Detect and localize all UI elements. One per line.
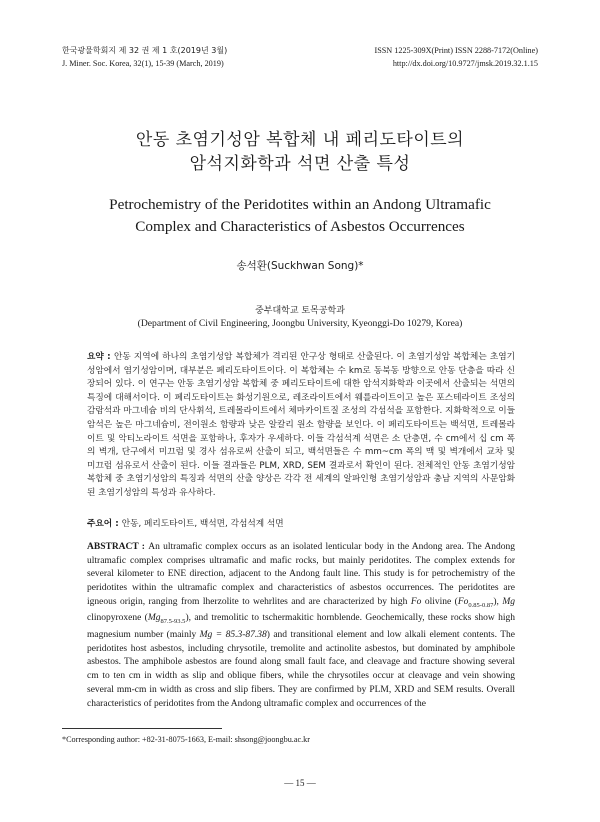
abstract-text-part: ), and tremolitic to tschermakitic hornblende. Geochemically, these rocks show high magnesium number (mainly bbox=[87, 613, 515, 640]
italic-term: Mg bbox=[502, 596, 515, 607]
journal-header-right bbox=[374, 44, 538, 70]
subscript-range: 87.5-93.5 bbox=[160, 618, 186, 626]
keywords-text: 안동, 페리도타이트, 백석면, 각섬석계 석면 bbox=[121, 519, 284, 529]
italic-term: Mg bbox=[147, 613, 161, 624]
abstract-text-part: olivine ( bbox=[421, 596, 458, 607]
subscript-range: 0.85-0.87 bbox=[468, 601, 494, 609]
abstract-text-part: ) and transitional element and low alkali element contents. The peridotites host asbestos, including chrysotile, tremolite and actinolite asbestos, but dominated by amphibole asbestos. The amphibole asbestos are found along small fault face, and cleavage and fracture showing several cm to ten cm in width as slip and oblique fibers, while the chrysotiles occur at cleavage and vein showing several mm-cm in width as cross and slip fibers. They are confirmed by PLM, XRD and SEM results. Overall characteristics of peridotites from the Andong ultramafic complex and occurrences of the bbox=[87, 630, 515, 709]
title-english-line1: Petrochemistry of the Peridotites within an Andong Ultramafic bbox=[109, 196, 491, 213]
abstract-korean-text: 안동 지역에 하나의 초염기성암 복합체가 격리된 안구상 형태로 산출된다. 이 초염기성암 복합체는 초염기성암에서 염기성암이며, 대부분은 페리도타이트이다. 이 복합체는 수 km로 동북동 방향으로 안동 단층을 따라 신장되어 있다. 이 연구는 안동 초염기성암 복합체 중 페리도타이트에 대한 암석지화학과 이곳에서 산출되는 석면의 특징에 대해서이다. 이 페리도타이트는 화성기원으로, 레조라이트에서 웨를라이트이고 높은 포스테라이트 조성의 감람석과 마그네슘 비의 단사휘석, 트레몰라이트에서 체마카이트질 조성의 각섬석을 포함한다. 지화학적으로 이들 암석은 높은 마그네슘비, 전이원소 함량과 낮은 알칼리 원소 함량을 보인다. 이 페리도타이트는 백석면, 트레몰라이트 및 악티노라이트 석면을 포함하나, 후자가 우세하다. 이들 각섬석계 석면은 소 단층면, 수 cm에서 십 cm 폭의 벽개, 단구에서 미끄럼 및 경사 섬유로써 산출이 되고, 백석면들은 수 mm~cm 폭의 맥 및 벽개에서 교차 및 미끄럼 섬유로서 산출이 된다. 이들 결과들은 PLM, XRD, SEM 결과로서 확인이 된다. 전체적인 안동 초염기성암 복합체 중 초염기성암의 특징과 석면의 산출 양상은 각각 전 세계의 알파인형 초염기성암과 충남 지역의 사문암화된 초염기성암의 특성과 유사하다. bbox=[87, 352, 515, 498]
affiliation-korean: 중부대학교 토목공학과 bbox=[255, 306, 345, 316]
keywords-label: 주요어 : bbox=[87, 519, 122, 529]
italic-term: = bbox=[212, 630, 226, 640]
title-korean-line2: 암석지화학과 석면 산출 특성 bbox=[189, 154, 411, 174]
title-korean bbox=[0, 128, 600, 176]
footnote-divider bbox=[62, 728, 222, 729]
abstract-english bbox=[87, 541, 515, 711]
abstract-text-part: clinopyroxene ( bbox=[87, 613, 148, 624]
journal-header-left bbox=[62, 44, 227, 70]
issn-line: ISSN 1225-309X(Print) ISSN 2288-7172(Online) bbox=[374, 46, 538, 55]
affiliation-english: (Department of Civil Engineering, Joongbu University, Kyeonggi-Do 10279, Korea) bbox=[137, 318, 463, 329]
title-english bbox=[0, 194, 600, 238]
abstract-korean bbox=[87, 351, 515, 501]
italic-term: Mg bbox=[199, 630, 213, 640]
journal-issue-kr: 한국광물학회지 제 32 권 제 1 호(2019년 3월) bbox=[62, 46, 228, 55]
abstract-english-label: ABSTRACT : bbox=[87, 542, 149, 552]
italic-term: Fo bbox=[410, 596, 422, 607]
doi-link[interactable]: http://dx.doi.org/10.9727/jmsk.2019.32.1.15 bbox=[392, 59, 538, 68]
author: 송석환(Suckhwan Song)* bbox=[236, 260, 364, 272]
abstract-korean-label: 요약 : bbox=[87, 352, 115, 362]
journal-citation-en: J. Miner. Soc. Korea, 32(1), 15-39 (March, 2019) bbox=[62, 59, 224, 68]
abstract-text-part: ), bbox=[493, 596, 503, 607]
keywords-korean bbox=[87, 517, 515, 529]
title-korean-line1: 안동 초염기성암 복합체 내 페리도타이트의 bbox=[135, 130, 465, 150]
title-english-line2: Complex and Characteristics of Asbestos Occurrences bbox=[135, 218, 465, 235]
abstract-text-part: An ultramafic complex occurs as an isolated lenticular body in the Andong area. The Andong ultramafic complex comprises ultramafic and mafic rocks, but mainly peridotites. The complex extends for several kilometer to ENE direction, adjacent to the Andong fault line. This study is for petrochemistry of the peridotites within the ultramafic complex and characteristics of asbestos occurrences. The peridotites are igneous origin, ranging from lherzolite to wehrlites and are characterized by high bbox=[87, 542, 515, 607]
corresponding-author-footnote: *Corresponding author: +82-31-8075-1663, E-mail: shsong@joongbu.ac.kr bbox=[62, 735, 310, 744]
italic-term: 85.3-87.38 bbox=[225, 630, 267, 640]
page-number: — 15 — bbox=[284, 778, 316, 788]
italic-term: Fo bbox=[457, 596, 469, 607]
